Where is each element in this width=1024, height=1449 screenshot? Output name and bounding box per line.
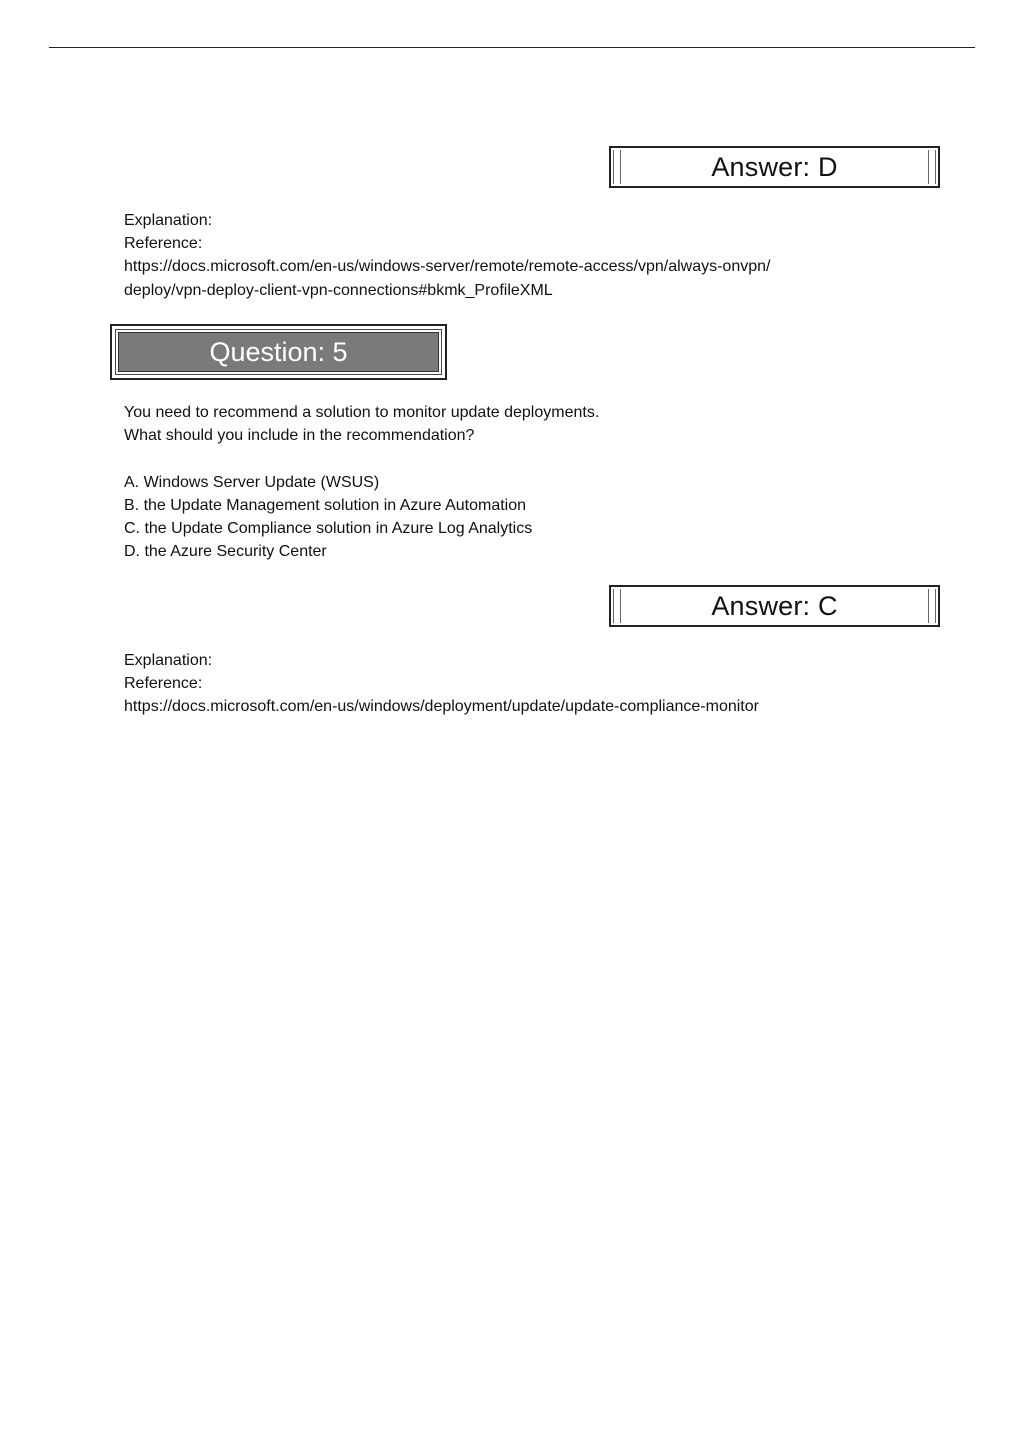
question-body xyxy=(124,401,599,563)
answer-label: Answer: C xyxy=(711,590,838,621)
option-a: A. Windows Server Update (WSUS) xyxy=(124,473,380,491)
question-header-box xyxy=(110,324,447,380)
explanation-label: Explanation: xyxy=(124,652,213,669)
spacer xyxy=(124,447,599,470)
reference-link[interactable]: deploy/vpn-deploy-client-vpn-connections#bkmk_ProfileXML xyxy=(124,281,553,299)
explanation-label: Explanation: xyxy=(124,212,213,229)
explanation-block-2 xyxy=(124,649,759,719)
answer-box-d xyxy=(609,146,940,188)
answer-label: Answer: D xyxy=(711,151,838,182)
question-title: Question: 5 xyxy=(209,336,348,367)
reference-link[interactable]: https://docs.microsoft.com/en-us/windows/deployment/update/update-compliance-monitor xyxy=(124,698,759,716)
explanation-block-1 xyxy=(124,209,770,302)
reference-label: Reference: xyxy=(124,235,203,253)
answer-box-c xyxy=(609,585,940,627)
reference-label: Reference: xyxy=(124,675,203,693)
header-divider xyxy=(49,47,975,48)
option-c: C. the Update Compliance solution in Azure Log Analytics xyxy=(124,520,533,537)
question-prompt: You need to recommend a solution to monitor update deployments. xyxy=(124,404,600,421)
option-d: D. the Azure Security Center xyxy=(124,543,327,561)
option-b: B. the Update Management solution in Azure Automation xyxy=(124,496,527,514)
reference-link[interactable]: https://docs.microsoft.com/en-us/windows-server/remote/remote-access/vpn/always-onvpn/ xyxy=(124,258,771,276)
question-header-fill xyxy=(118,332,439,372)
question-prompt: What should you include in the recommendation? xyxy=(124,427,475,445)
